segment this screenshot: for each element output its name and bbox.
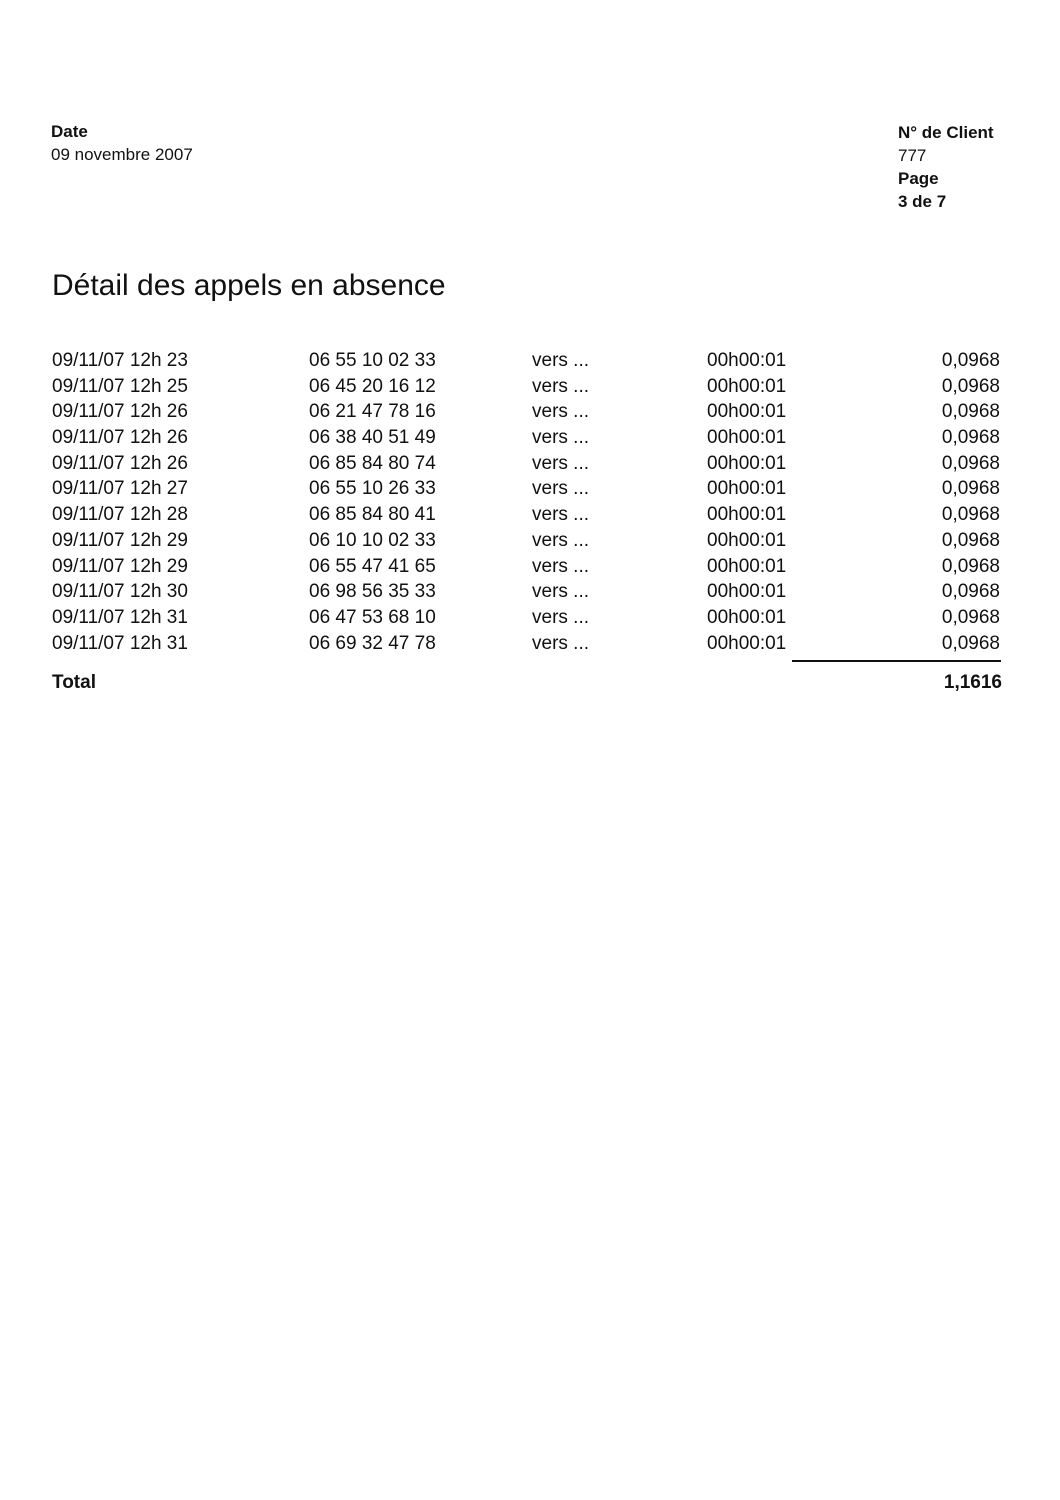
call-number: 06 21 47 78 16 [309,401,436,423]
table-row [52,528,1002,554]
table-row [52,554,1002,580]
call-direction: vers ... [532,555,590,577]
call-amount: 0,0968 [941,375,1000,397]
call-duration: 00h00:01 [707,581,787,603]
call-number: 06 69 32 47 78 [309,632,436,654]
missed-calls-table [52,348,1002,656]
call-duration: 00h00:01 [707,529,787,551]
total-separator-line [792,660,1001,662]
call-duration: 00h00:01 [707,478,787,500]
table-row [52,348,1002,374]
call-amount: 0,0968 [941,632,1000,654]
call-number: 06 10 10 02 33 [309,529,436,551]
call-amount: 0,0968 [941,606,1000,628]
call-datetime: 09/11/07 12h 26 [52,427,188,449]
page-title: Détail des appels en absence [52,269,446,302]
call-direction: vers ... [532,529,590,551]
call-direction: vers ... [532,632,590,654]
call-duration: 00h00:01 [707,375,787,397]
call-number: 06 38 40 51 49 [309,427,436,449]
client-number-label: N° de Client [898,123,994,142]
table-row [52,631,1002,657]
call-number: 06 55 10 26 33 [309,478,436,500]
call-amount: 0,0968 [941,529,1000,551]
table-row [52,476,1002,502]
call-direction: vers ... [532,478,590,500]
table-row [52,502,1002,528]
call-number: 06 47 53 68 10 [309,606,436,628]
total-row [52,670,1002,696]
call-number: 06 98 56 35 33 [309,581,436,603]
total-label: Total [52,672,96,693]
call-number: 06 85 84 80 74 [309,452,436,474]
table-row [52,374,1002,400]
call-amount: 0,0968 [941,581,1000,603]
page-label: Page [898,169,939,188]
table-row [52,425,1002,451]
date-block [51,120,193,166]
call-amount: 0,0968 [941,452,1000,474]
date-label: Date [51,122,88,141]
call-datetime: 09/11/07 12h 28 [52,504,188,526]
call-amount: 0,0968 [941,555,1000,577]
call-duration: 00h00:01 [707,555,787,577]
call-amount: 0,0968 [941,350,1000,371]
call-datetime: 09/11/07 12h 23 [52,350,188,371]
call-direction: vers ... [532,606,590,628]
call-duration: 00h00:01 [707,632,787,654]
table-row [52,579,1002,605]
page-number-value: 3 de 7 [898,192,947,211]
call-direction: vers ... [532,581,590,603]
table-row [52,451,1002,477]
call-datetime: 09/11/07 12h 26 [52,452,188,474]
call-direction: vers ... [532,427,590,449]
table-row [52,399,1002,425]
call-direction: vers ... [532,375,590,397]
call-number: 06 55 10 02 33 [309,350,436,371]
client-number-value: 777 [898,146,927,165]
call-amount: 0,0968 [941,478,1000,500]
call-datetime: 09/11/07 12h 31 [52,632,188,654]
call-duration: 00h00:01 [707,504,787,526]
call-duration: 00h00:01 [707,452,787,474]
call-direction: vers ... [532,504,590,526]
call-duration: 00h00:01 [707,401,787,423]
call-amount: 0,0968 [941,504,1000,526]
call-number: 06 45 20 16 12 [309,375,436,397]
call-number: 06 85 84 80 41 [309,504,436,526]
call-datetime: 09/11/07 12h 31 [52,606,188,628]
total-value: 1,1616 [943,672,1002,693]
date-value: 09 novembre 2007 [51,145,193,164]
call-datetime: 09/11/07 12h 26 [52,401,188,423]
call-direction: vers ... [532,401,590,423]
table-row [52,605,1002,631]
call-amount: 0,0968 [941,401,1000,423]
call-duration: 00h00:01 [707,427,787,449]
call-datetime: 09/11/07 12h 29 [52,529,188,551]
client-page-block [898,121,994,213]
call-number: 06 55 47 41 65 [309,555,436,577]
call-duration: 00h00:01 [707,350,787,371]
call-direction: vers ... [532,452,590,474]
call-datetime: 09/11/07 12h 30 [52,581,188,603]
call-datetime: 09/11/07 12h 27 [52,478,188,500]
call-direction: vers ... [532,350,590,371]
call-datetime: 09/11/07 12h 29 [52,555,188,577]
call-duration: 00h00:01 [707,606,787,628]
call-datetime: 09/11/07 12h 25 [52,375,188,397]
call-amount: 0,0968 [941,427,1000,449]
